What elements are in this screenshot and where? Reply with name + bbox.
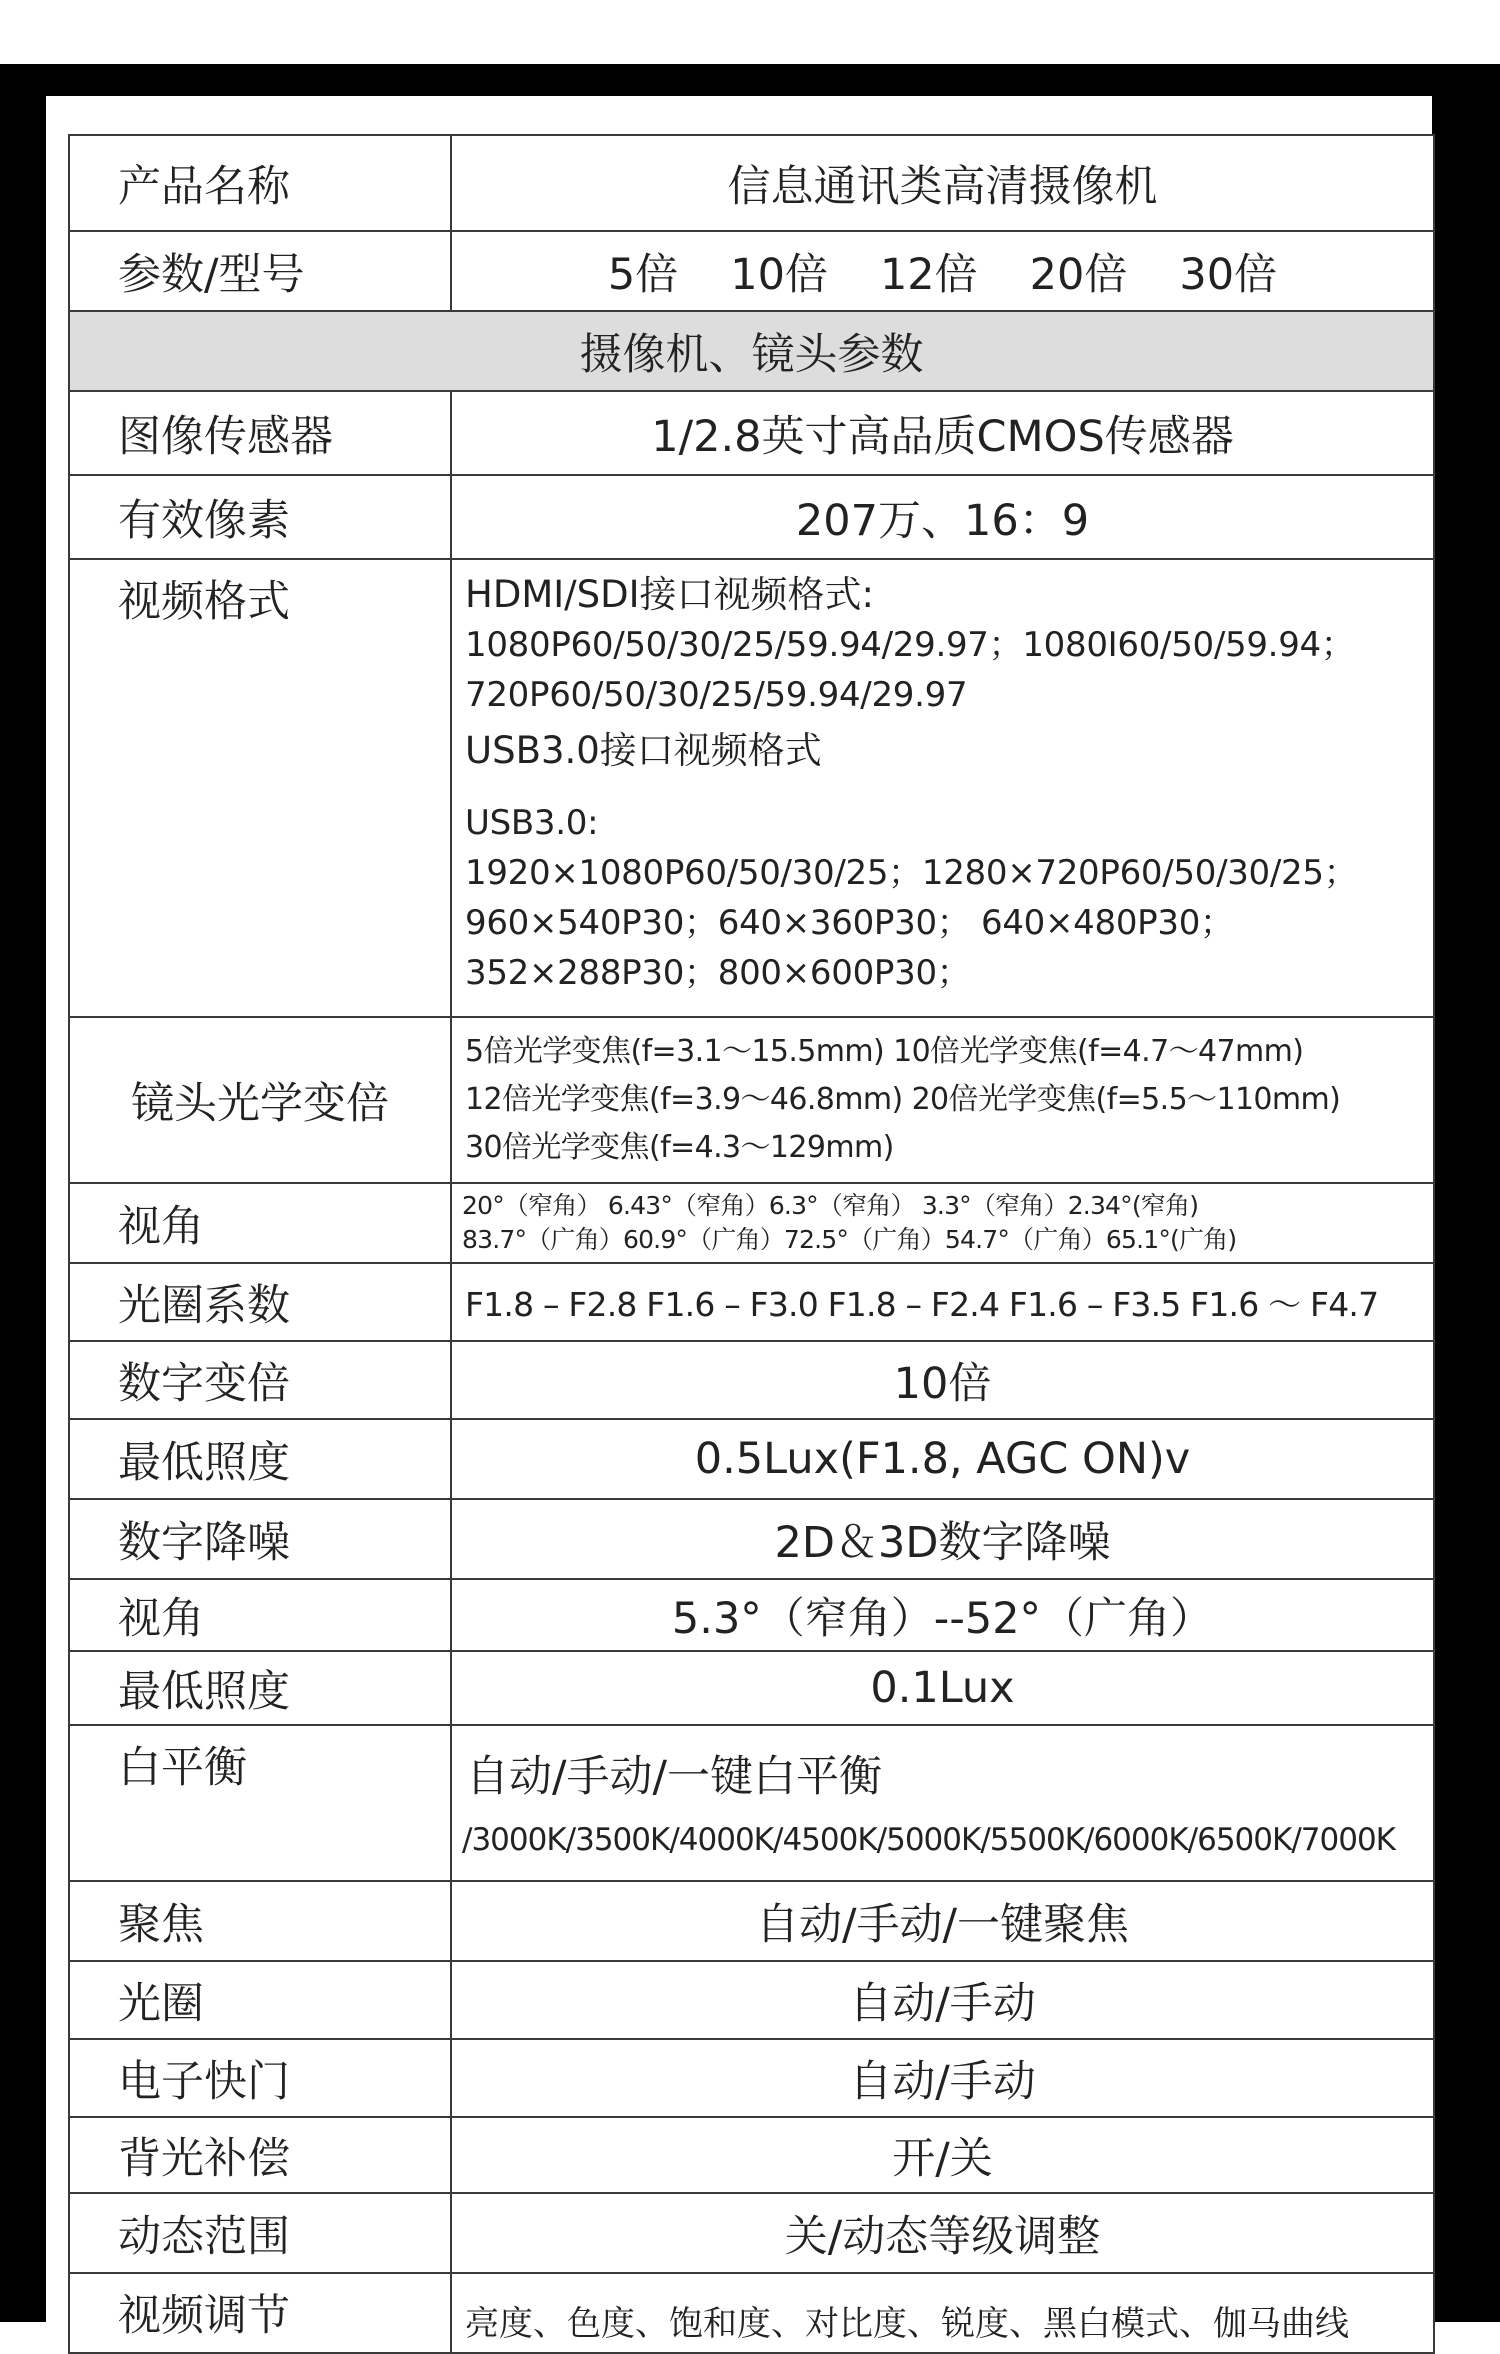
video-format-cell [451, 559, 1434, 1017]
spec-table [68, 134, 1435, 2354]
table-row [69, 1499, 1434, 1579]
row-label: 参数/型号 [69, 231, 451, 311]
white-balance-mode: 自动/手动/一键白平衡 [466, 1752, 882, 1802]
table-row [69, 2039, 1434, 2117]
model-20x: 20倍 [1029, 249, 1128, 300]
zoom-line: 30倍光学变焦(f=4.3～129mm) [465, 1130, 894, 1165]
row-value: 5.3°（窄角）--52°（广角） [451, 1579, 1434, 1651]
row-value: 自动/手动/一键聚焦 [451, 1881, 1434, 1961]
view-angle-cell [451, 1183, 1434, 1263]
table-row [69, 1651, 1434, 1725]
row-value: 1/2.8英寸高品质CMOS传感器 [451, 391, 1434, 475]
row-value: 关/动态等级调整 [451, 2193, 1434, 2273]
hdmi-format-line: 720P60/50/30/25/59.94/29.97 [465, 675, 968, 715]
row-label: 最低照度 [69, 1651, 451, 1725]
row-label: 有效像素 [69, 475, 451, 559]
table-row [69, 1017, 1434, 1183]
section-row [69, 311, 1434, 391]
section-header: 摄像机、镜头参数 [69, 311, 1434, 391]
table-row [69, 1725, 1434, 1881]
row-value: 0.1Lux [451, 1651, 1434, 1725]
page-top-strip [0, 0, 1500, 64]
table-row [69, 2273, 1434, 2353]
row-label: 动态范围 [69, 2193, 451, 2273]
table-row [69, 1961, 1434, 2039]
row-label: 聚焦 [69, 1881, 451, 1961]
table-row [69, 1183, 1434, 1263]
table-row [69, 2193, 1434, 2273]
table-row [69, 559, 1434, 1017]
row-label: 数字降噪 [69, 1499, 451, 1579]
row-label: 视角 [69, 1183, 451, 1263]
row-value: 自动/手动 [451, 2039, 1434, 2117]
usb-format-sub: USB3.0: [465, 803, 599, 843]
table-row [69, 135, 1434, 231]
zoom-line: 5倍光学变焦(f=3.1～15.5mm) 10倍光学变焦(f=4.7～47mm) [465, 1034, 1304, 1069]
row-label: 视角 [69, 1579, 451, 1651]
row-label: 视频调节 [69, 2273, 451, 2353]
view-angle-line: 20°（窄角） 6.43°（窄角）6.3°（窄角） 3.3°（窄角）2.34°(窄角) [462, 1191, 1199, 1220]
row-value: F1.8 – F2.8 F1.6 – F3.0 F1.8 – F2.4 F1.6 – F3.5 F1.6 ～ F4.7 [451, 1263, 1434, 1341]
row-label: 电子快门 [69, 2039, 451, 2117]
model-list [451, 231, 1434, 311]
row-value: 2D＆3D数字降噪 [451, 1499, 1434, 1579]
row-label: 最低照度 [69, 1419, 451, 1499]
row-value: 0.5Lux(F1.8, AGC ON)v [451, 1419, 1434, 1499]
model-5x: 5倍 [607, 249, 679, 300]
usb-format-line: 960×540P30；640×360P30； 640×480P30； [465, 903, 1234, 943]
row-value: 207万、16：9 [451, 475, 1434, 559]
row-value: 亮度、色度、饱和度、对比度、锐度、黑白模式、伽马曲线 [451, 2273, 1434, 2353]
white-balance-cell [451, 1725, 1434, 1881]
row-value: 10倍 [451, 1341, 1434, 1419]
table-row [69, 1881, 1434, 1961]
hdmi-format-line: 1080P60/50/30/25/59.94/29.97；1080I60/50/59.94； [465, 625, 1355, 665]
table-row [69, 1579, 1434, 1651]
white-balance-temps: /3000K/3500K/4000K/4500K/5000K/5500K/6000K/6500K/7000K [462, 1822, 1395, 1858]
model-12x: 12倍 [879, 249, 978, 300]
model-30x: 30倍 [1179, 249, 1278, 300]
usb-format-title: USB3.0接口视频格式 [465, 729, 822, 772]
table-row [69, 475, 1434, 559]
table-row [69, 1419, 1434, 1499]
row-label: 数字变倍 [69, 1341, 451, 1419]
row-label: 镜头光学变倍 [69, 1017, 451, 1183]
row-label: 光圈系数 [69, 1263, 451, 1341]
table-row [69, 1341, 1434, 1419]
table-row [69, 2117, 1434, 2193]
view-angle-line: 83.7°（广角）60.9°（广角）72.5°（广角）54.7°（广角）65.1°(广角) [462, 1225, 1237, 1254]
row-label: 背光补偿 [69, 2117, 451, 2193]
zoom-line: 12倍光学变焦(f=3.9～46.8mm) 20倍光学变焦(f=5.5～110mm) [465, 1082, 1341, 1117]
usb-format-line: 352×288P30；800×600P30； [465, 953, 971, 993]
row-label: 图像传感器 [69, 391, 451, 475]
zoom-cell [451, 1017, 1434, 1183]
row-label: 视频格式 [69, 559, 451, 1017]
model-10x: 10倍 [730, 249, 828, 300]
table-row [69, 391, 1434, 475]
row-value: 信息通讯类高清摄像机 [451, 135, 1434, 231]
row-value: 自动/手动 [451, 1961, 1434, 2039]
row-label: 白平衡 [69, 1725, 451, 1881]
row-value: 开/关 [451, 2117, 1434, 2193]
usb-format-line: 1920×1080P60/50/30/25；1280×720P60/50/30/25； [465, 853, 1358, 893]
table-row [69, 231, 1434, 311]
table-row [69, 1263, 1434, 1341]
row-label: 光圈 [69, 1961, 451, 2039]
hdmi-format-title: HDMI/SDI接口视频格式: [465, 573, 874, 616]
row-label: 产品名称 [69, 135, 451, 231]
